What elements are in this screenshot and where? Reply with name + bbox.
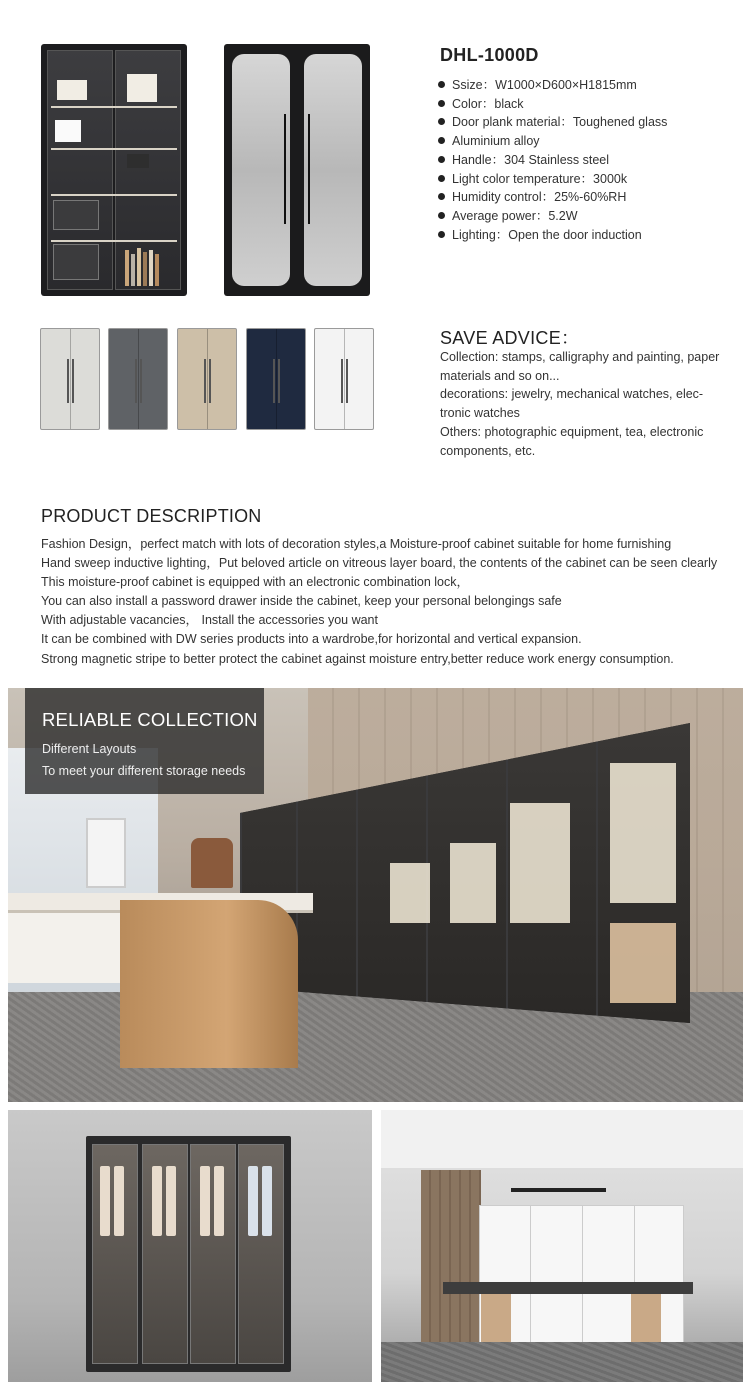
description-line: With adjustable vacancies， Install the accessories you want: [41, 613, 378, 628]
description-line: It can be combined with DW series products into a wardrobe,for horizontal and vertical expansion.: [41, 632, 582, 647]
frosted-door-left: [232, 54, 290, 286]
drawer: [53, 244, 99, 280]
meeting-table: [443, 1282, 693, 1294]
cabinet-light: [610, 763, 676, 903]
wardrobe-photo: [8, 1110, 372, 1382]
bullet-icon: [438, 156, 445, 163]
glass-wardrobe: [86, 1136, 291, 1372]
cabinet-closed-image: [224, 44, 370, 296]
light-marble-swatch: [40, 328, 100, 430]
shelf: [51, 240, 177, 242]
office-chair: [191, 838, 233, 888]
collectible-box: [57, 80, 87, 100]
shelf: [51, 194, 177, 196]
framed-picture: [55, 120, 81, 142]
white-swatch: [314, 328, 374, 430]
door-handle: [284, 114, 286, 224]
spec-item: Humidity control：25%-60%RH: [438, 188, 667, 207]
bullet-icon: [438, 231, 445, 238]
shelf: [51, 106, 177, 108]
meeting-room-photo: [381, 1110, 743, 1382]
description-line: Strong magnetic stripe to better protect the cabinet against moisture entry,better reduce work energy consumption.: [41, 651, 674, 666]
glass-door: [238, 1144, 284, 1364]
glass-door: [190, 1144, 236, 1364]
spec-item: Lighting：Open the door induction: [438, 226, 667, 245]
spec-item: Ssize：W1000×D600×H1815mm: [438, 76, 667, 95]
advice-line: decorations: jewelry, mechanical watches, elec-tronic watches: [440, 387, 704, 421]
spec-list: [438, 76, 667, 244]
banner-line: Different Layouts: [42, 742, 137, 756]
desk-drawer: [8, 913, 120, 983]
cabinet-open-image: [41, 44, 187, 296]
description-line: You can also install a password drawer inside the cabinet, keep your personal belongings safe: [41, 594, 562, 609]
bullet-icon: [438, 175, 445, 182]
camera: [127, 154, 149, 168]
product-description-title: PRODUCT DESCRIPTION: [41, 506, 262, 526]
banner-line: To meet your different storage needs: [42, 764, 246, 778]
hanging-clothes: [214, 1166, 224, 1236]
cabinet-light: [450, 843, 496, 923]
cabinet-light: [390, 863, 430, 923]
drawer: [53, 200, 99, 230]
pendant-lamp: [511, 1188, 606, 1192]
spec-item: Average power：5.2W: [438, 207, 667, 226]
glass-door: [142, 1144, 188, 1364]
collectible-box: [127, 74, 157, 102]
hanging-clothes: [248, 1166, 258, 1236]
description-line: Hand sweep inductive lighting，Put beloved article on vitreous layer board, the contents of the cabinet can be seen clearly: [41, 556, 718, 571]
spec-item: Handle：304 Stainless steel: [438, 151, 667, 170]
ceiling: [381, 1110, 743, 1170]
bullet-icon: [438, 193, 445, 200]
bullet-icon: [438, 100, 445, 107]
bullet-icon: [438, 81, 445, 88]
grey-stone-swatch: [108, 328, 168, 430]
bullet-icon: [438, 212, 445, 219]
save-advice-text: [440, 348, 730, 460]
save-advice-title: SAVE ADVICE：: [440, 328, 580, 348]
book: [155, 254, 159, 286]
description-line: This moisture-proof cabinet is equipped with an electronic combination lock，: [41, 575, 469, 590]
hanging-clothes: [100, 1166, 110, 1236]
book: [149, 250, 153, 286]
door-handle: [308, 114, 310, 224]
computer-monitor: [86, 818, 126, 888]
floor: [381, 1342, 743, 1382]
book: [137, 248, 141, 286]
advice-line: Others: photographic equipment, tea, electronic components, etc.: [440, 424, 704, 458]
advice-line: Collection: stamps, calligraphy and painting, paper materials and so on...: [440, 350, 720, 383]
bullet-icon: [438, 137, 445, 144]
book: [131, 254, 135, 286]
product-description-text: [41, 535, 717, 669]
hanging-clothes: [262, 1166, 272, 1236]
book: [125, 250, 129, 286]
wooden-desk-side: [120, 900, 298, 1068]
hanging-clothes: [200, 1166, 210, 1236]
reliable-collection-banner: [25, 688, 264, 794]
hanging-clothes: [166, 1166, 176, 1236]
banner-title: RELIABLE COLLECTION: [42, 709, 258, 730]
spec-item: Color：black: [438, 95, 667, 114]
description-line: Fashion Design，perfect match with lots of decoration styles,a Moisture-proof cabinet suitable for home furnishing: [41, 537, 672, 551]
shelf: [51, 148, 177, 150]
navy-swatch: [246, 328, 306, 430]
hanging-clothes: [114, 1166, 124, 1236]
cabinet-light: [510, 803, 570, 923]
frosted-door-right: [304, 54, 362, 286]
spec-item: Light color temperature：3000k: [438, 170, 667, 189]
spec-item: Aluminium alloy: [438, 132, 667, 151]
book-shelf: [610, 923, 676, 1003]
hanging-clothes: [152, 1166, 162, 1236]
book: [143, 252, 147, 286]
spec-item: Door plank material：Toughened glass: [438, 113, 667, 132]
bullet-icon: [438, 118, 445, 125]
wood-grain-swatch: [177, 328, 237, 430]
model-title: DHL-1000D: [440, 45, 539, 65]
